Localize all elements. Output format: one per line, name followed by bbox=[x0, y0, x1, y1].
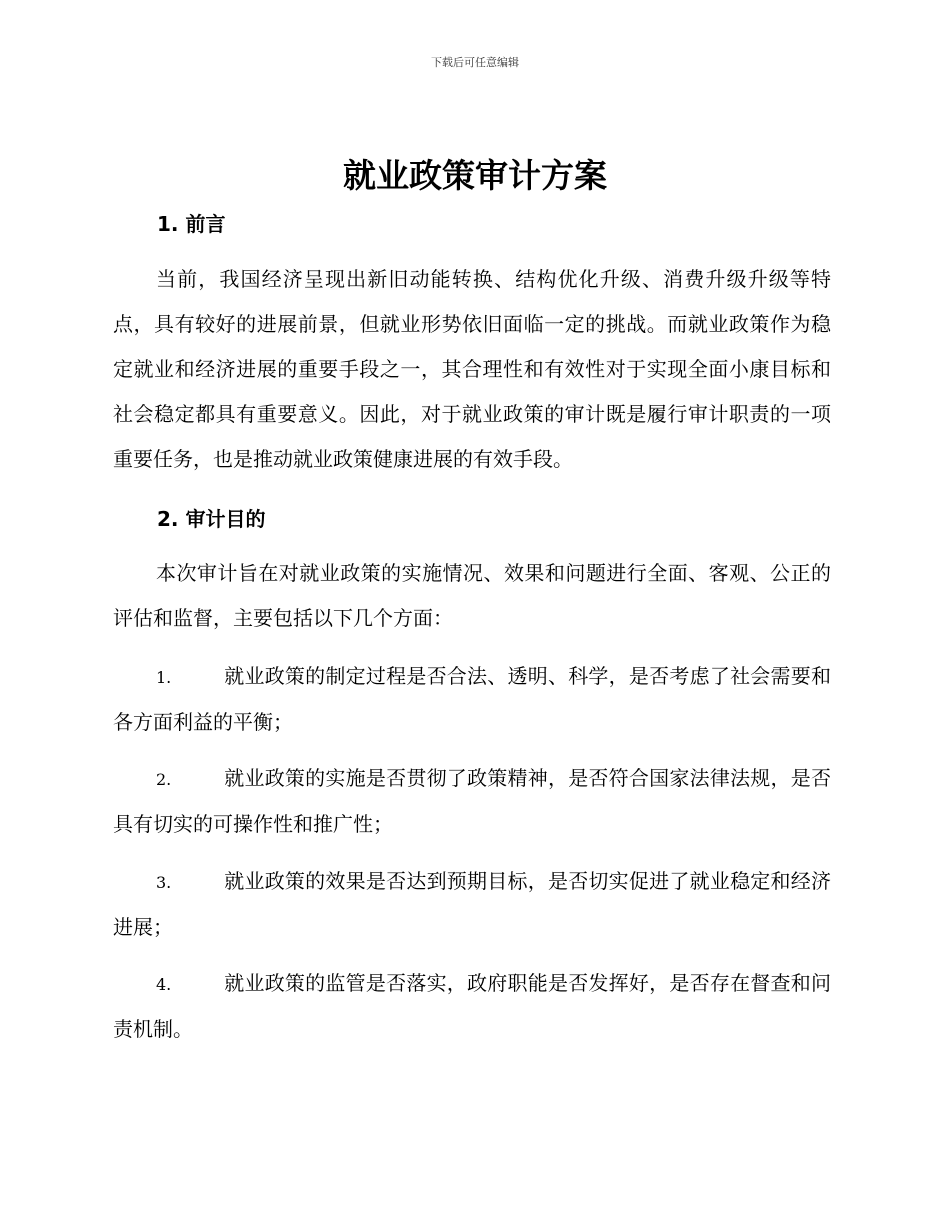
section-heading-preface: 1. 前言 bbox=[157, 212, 226, 236]
list-item-number: 3. bbox=[156, 873, 172, 892]
list-item bbox=[113, 859, 831, 950]
list-item-text: 就业政策的效果是否达到预期目标，是否切实促进了就业稳定和经济进展； bbox=[113, 869, 831, 939]
list-item-number: 4. bbox=[156, 975, 172, 994]
list-item bbox=[113, 756, 831, 847]
header-note: 下载后可任意编辑 bbox=[431, 56, 519, 69]
list-item bbox=[113, 961, 831, 1052]
list-item-number: 2. bbox=[156, 770, 172, 789]
list-item bbox=[113, 654, 831, 745]
list-item-text: 就业政策的制定过程是否合法、透明、科学，是否考虑了社会需要和各方面利益的平衡； bbox=[113, 664, 831, 734]
list-item-text: 就业政策的监管是否落实，政府职能是否发挥好，是否存在督查和问责机制。 bbox=[113, 971, 831, 1041]
list-item-text: 就业政策的实施是否贯彻了政策精神，是否符合国家法律法规，是否具有切实的可操作性和推广性； bbox=[113, 766, 831, 836]
section-heading-audit-purpose: 2. 审计目的 bbox=[157, 507, 266, 531]
audit-purpose-paragraph: 本次审计旨在对就业政策的实施情况、效果和问题进行全面、客观、公正的评估和监督，主要包括以下几个方面： bbox=[113, 561, 831, 630]
document-title: 就业政策审计方案 bbox=[343, 156, 607, 195]
list-item-number: 1. bbox=[156, 668, 172, 687]
preface-paragraph: 当前，我国经济呈现出新旧动能转换、结构优化升级、消费升级升级等特点，具有较好的进展前景，但就业形势依旧面临一定的挑战。而就业政策作为稳定就业和经济进展的重要手段之一，其合理性和有效性对于实现全面小康目标和社会稳定都具有重要意义。因此，对于就业政策的审计既是履行审计职责的一项重要任务，也是推动就业政策健康进展的有效手段。 bbox=[113, 267, 831, 471]
